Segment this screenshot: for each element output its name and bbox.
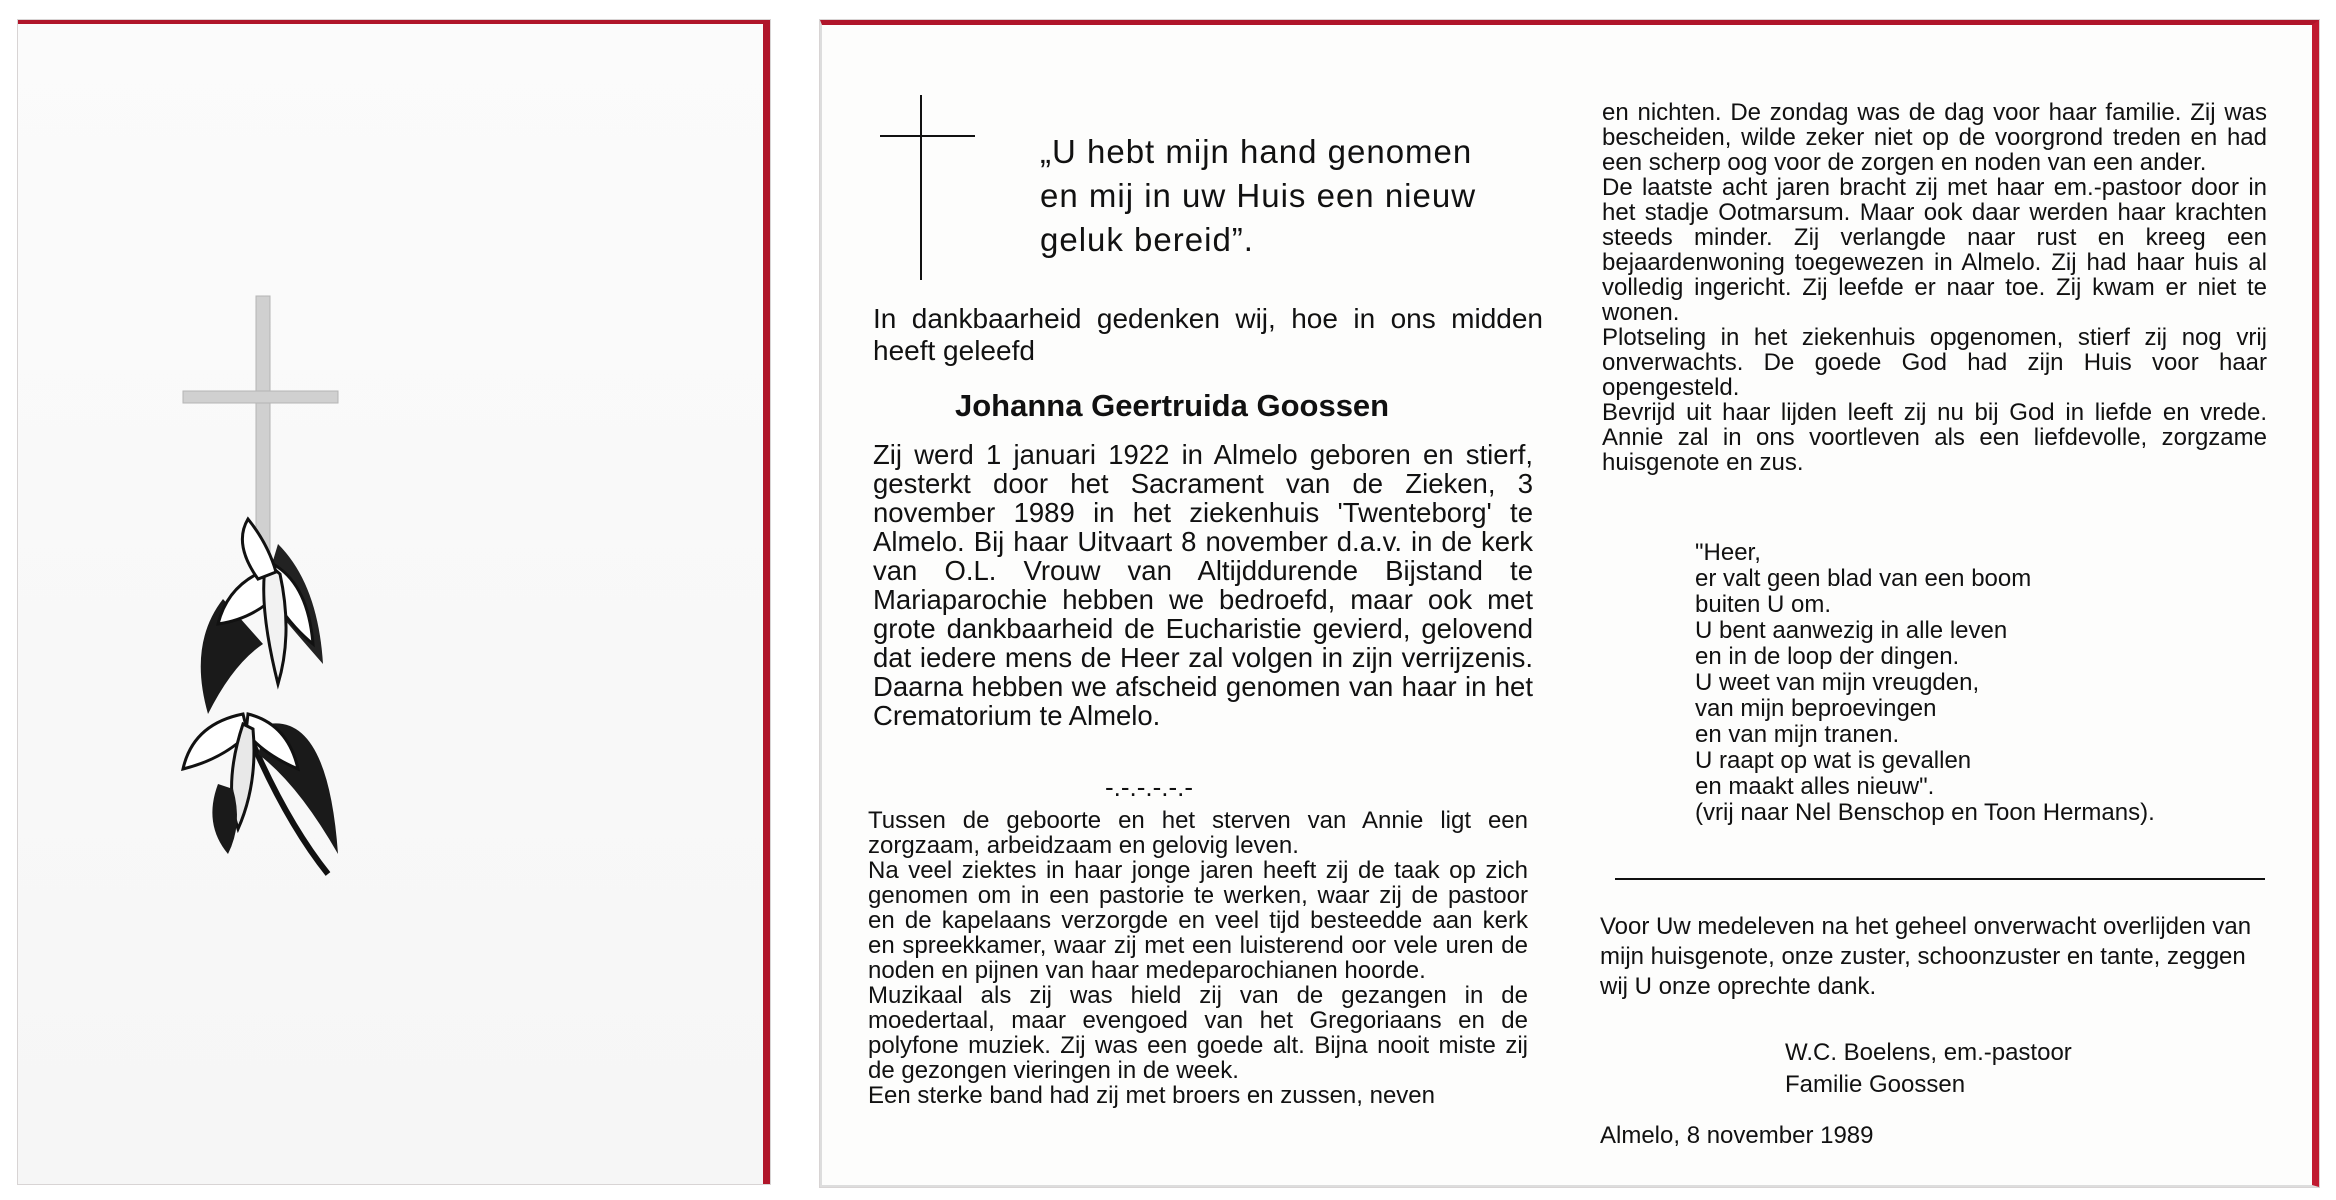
poem-line: en maakt alles nieuw". bbox=[1695, 773, 1935, 800]
section-separator: -.-.-.-.-.- bbox=[1105, 772, 1194, 802]
place-date: Almelo, 8 november 1989 bbox=[1600, 1122, 1874, 1149]
life-story-column-2 bbox=[1602, 100, 2267, 475]
thin-cross-icon-bar bbox=[880, 135, 975, 137]
biography-paragraph: Zij werd 1 januari 1922 in Almelo geboren en stierf, gesterkt door het Sacrament van de Zieken, 3 november 1989 in het ziekenhuis 'Twenteborg' te Almelo. Bij haar Uitvaart 8 november d.a.v. in de kerk van O.L. Vrouw van Altijddurende Bijstand te Mariaparochie hebben we bedroefd, maar ook met grote dankbaarheid de Eucharistie gevierd, gelovend dat iedere mens de Heer zal volgen in zijn verrijzenis. Daarna hebben we afscheid genomen van haar in het Crematorium te Almelo. bbox=[873, 439, 1533, 731]
lead-sentence: In dankbaarheid gedenken wij, hoe in ons midden heeft geleefd bbox=[873, 303, 1543, 366]
life-story-paragraph: Na veel ziektes in haar jonge jaren heeft zij de taak op zich genomen om in een pastorie te werken, waar zij de pastoor en de kapelaans verzorgde en veel tijd besteedde aan kerk en spreekkamer, waar zij met een luisterend oor vele uren de noden en pijnen van haar medeparochianen hoorde. bbox=[868, 857, 1528, 984]
life-story-paragraph: en nichten. De zondag was de dag voor haar familie. Zij was bescheiden, wilde zeker niet op de voorgrond treden en had een scherp oog voor de zorgen en noden van een ander. bbox=[1602, 99, 2267, 176]
poem-line: U bent aanwezig in alle leven bbox=[1695, 617, 2008, 644]
poem-line: er valt geen blad van een boom bbox=[1695, 565, 2032, 592]
poem-line: "Heer, bbox=[1695, 539, 1761, 566]
poem-line: en in de loop der dingen. bbox=[1695, 643, 1960, 670]
silver-cross-vertical bbox=[256, 296, 270, 556]
poem-line: U raapt op wat is gevallen bbox=[1695, 747, 1972, 774]
silver-cross-horizontal bbox=[183, 391, 338, 403]
lily-bud bbox=[212, 784, 237, 854]
lily-petal-3 bbox=[264, 562, 286, 684]
signatory: Familie Goossen bbox=[1785, 1071, 1966, 1098]
cross-lily-illustration bbox=[18, 24, 763, 1184]
poem-line: buiten U om. bbox=[1695, 591, 1832, 618]
cover-card bbox=[18, 20, 770, 1184]
poem-attribution: (vrij naar Nel Benschop en Toon Hermans). bbox=[1695, 799, 2155, 826]
bible-motto: „U hebt mijn hand genomen en mij in uw Huis een nieuw geluk bereid”. bbox=[1040, 133, 1477, 258]
life-story-paragraph: De laatste acht jaren bracht zij met haar em.-pastoor door in het stadje Ootmarsum. Maar ook daar werden haar krachten steeds minder. Zij verlangde naar rust en kreeg een bejaardenwoning toegewezen in Almelo. Zij had haar huis al volledig ingericht. Zij leefde er naar toe. Zij kwam er niet te wonen. bbox=[1602, 174, 2267, 326]
life-story-paragraph: Plotseling in het ziekenhuis opgenomen, stierf zij nog vrij onverwachts. De goede God had zijn Huis voor haar opengesteld. bbox=[1602, 324, 2267, 401]
life-story-paragraph: Bevrijd uit haar lijden leeft zij nu bij God in liefde en vrede. Annie zal in ons voortleven als een liefdevolle, zorgzame huisgenote en zus. bbox=[1602, 399, 2267, 476]
poem-line: U weet van mijn vreugden, bbox=[1695, 669, 1980, 696]
thin-cross-icon bbox=[920, 95, 922, 280]
signatory: W.C. Boelens, em.-pastoor bbox=[1785, 1039, 2072, 1066]
thanks-message: Voor Uw medeleven na het geheel onverwacht overlijden van mijn huisgenote, onze zuster, schoonzuster en tante, zeggen wij U onze oprechte dank. bbox=[1600, 913, 2252, 1000]
poem-line: en van mijn tranen. bbox=[1695, 721, 1900, 748]
life-story-paragraph: Muzikaal als zij was hield zij van de gezangen in de moedertaal, maar evengoed van het Gregoriaans en de polyfone muziek. Zij was een goede alt. Bijna nooit miste zij de gezongen vieringen in de week. bbox=[868, 982, 1528, 1084]
signatories bbox=[1785, 1037, 2072, 1101]
life-story-paragraph: Tussen de geboorte en het sterven van Annie ligt een zorgzaam, arbeidzaam en gelovig leven. bbox=[868, 807, 1528, 859]
deceased-name: Johanna Geertruida Goossen bbox=[955, 388, 1390, 423]
poem-line: van mijn beproevingen bbox=[1695, 695, 1937, 722]
divider-line bbox=[1615, 878, 2265, 880]
life-story-column-1 bbox=[868, 808, 1528, 1108]
life-story-paragraph: Een sterke band had zij met broers en zussen, neven bbox=[868, 1082, 1435, 1109]
poem bbox=[1695, 540, 2255, 826]
